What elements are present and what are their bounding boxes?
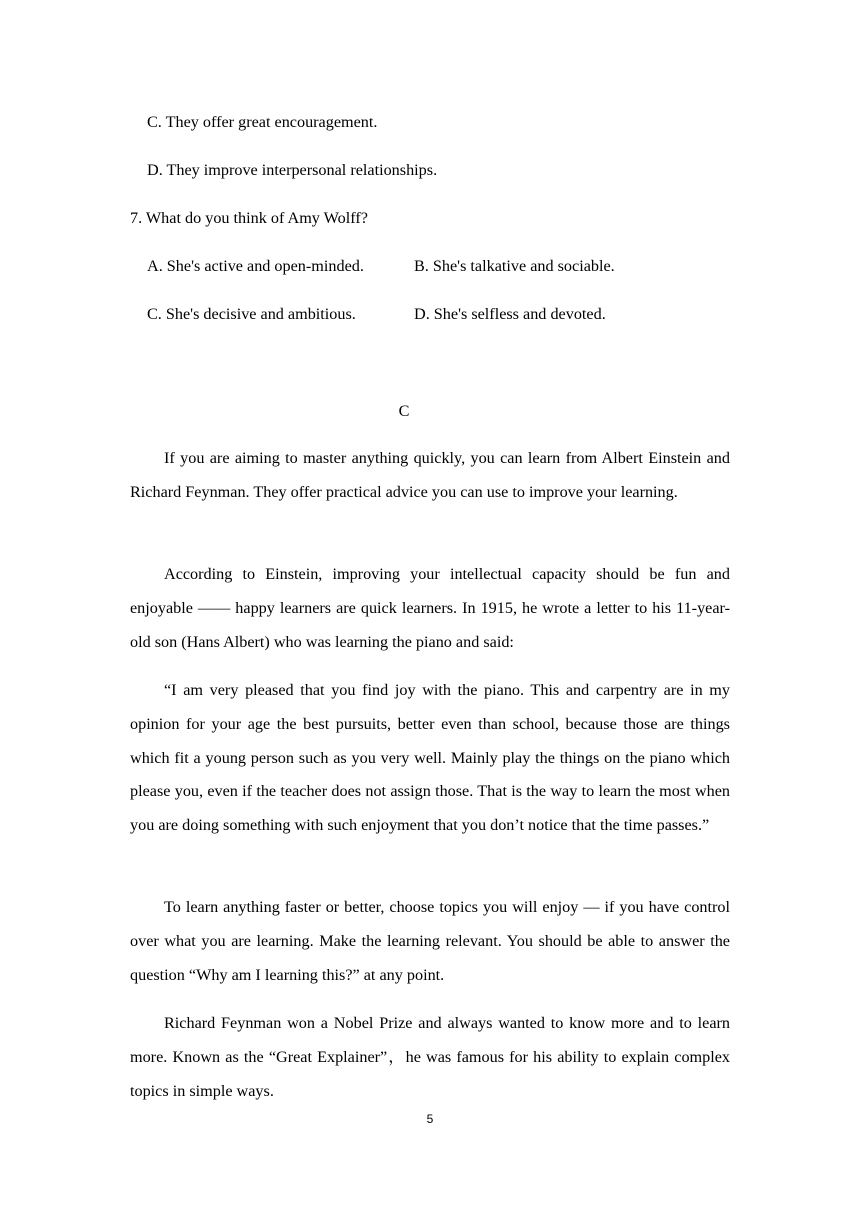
passage-paragraph-3: “I am very pleased that you find joy with the piano. This and carpentry are in my opinion for your age the best pursuits, better even than school, because those are things which fit a young person such as you very well. Mainly play the things on the piano which please you, even if the teacher does not assign those. That is the way to learn the most when you are doing something with such enjoyment that you don’t notice that the time passes.” <box>130 681 730 835</box>
q6-option-d: D. They improve interpersonal relationships. <box>147 161 438 179</box>
q7-option-b: B. She's talkative and sociable. <box>414 257 615 275</box>
page-number: 5 <box>426 1112 434 1126</box>
q6-option-c: C. They offer great encouragement. <box>147 113 378 131</box>
passage-paragraph-5: Richard Feynman won a Nobel Prize and always wanted to know more and to learn more. Known as the “Great Explainer”，he was famous for his ability to explain complex topics in simple ways. <box>130 1014 730 1100</box>
q7-option-a: A. She's active and open-minded. <box>147 257 364 275</box>
passage-title: C <box>398 402 410 420</box>
passage-paragraph-2: According to Einstein, improving your intellectual capacity should be fun and enjoyable —— happy learners are quick learners. In 1915, he wrote a letter to his 11-year-old son (Hans Albert) who was learning the piano and said: <box>130 565 730 651</box>
q7-option-d: D. She's selfless and devoted. <box>414 305 606 323</box>
q7-option-c: C. She's decisive and ambitious. <box>147 305 356 323</box>
passage-paragraph-4: To learn anything faster or better, choose topics you will enjoy — if you have control over what you are learning. Make the learning relevant. You should be able to answer the question “Why am I learning this?” at any point. <box>130 898 730 984</box>
q7-stem: 7. What do you think of Amy Wolff? <box>130 209 368 227</box>
passage-paragraph-1: If you are aiming to master anything quickly, you can learn from Albert Einstein and Richard Feynman. They offer practical advice you can use to improve your learning. <box>130 449 730 501</box>
